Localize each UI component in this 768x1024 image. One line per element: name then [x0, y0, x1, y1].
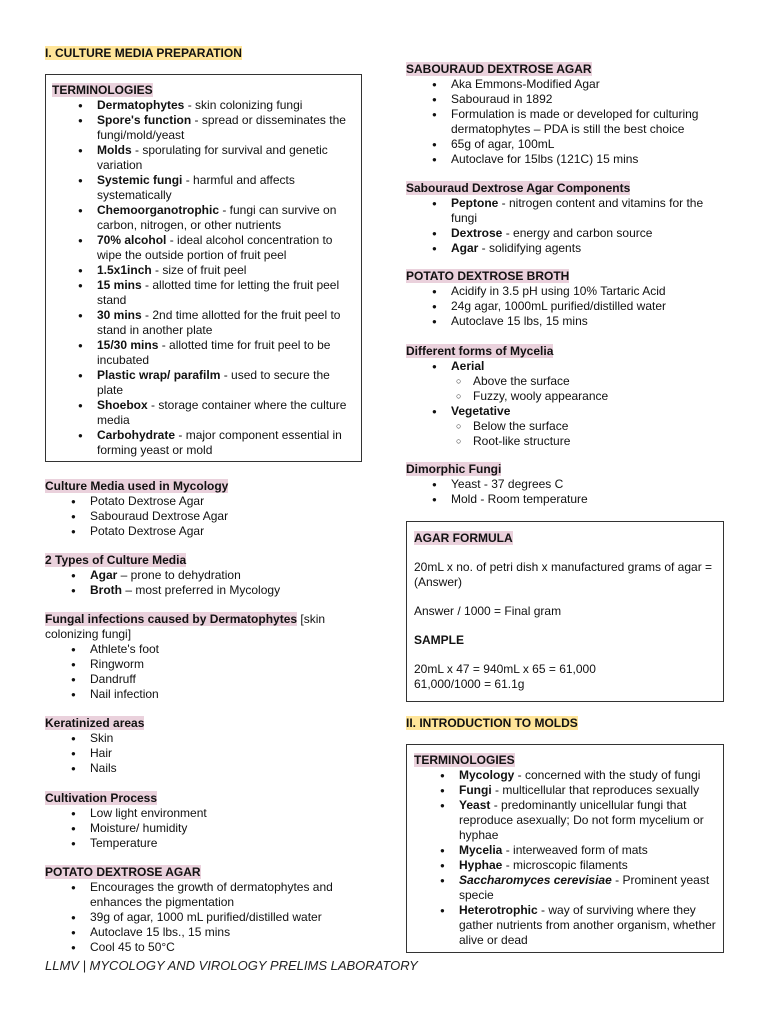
list-item: ● Nail infection	[45, 687, 365, 702]
sda-section: SABOURAUD DEXTROSE AGAR ● Aka Emmons-Modified Agar ● Sabouraud in 1892 ● Formulation is made or developed for culturing dermatophytes – PDA is still the best choice ● 65g of agar, 100mL ● Autoclave for 15lbs (121C) 15 mins	[406, 62, 726, 167]
term-description: - multicellular that reproduces sexually	[491, 783, 700, 797]
list-item	[414, 783, 716, 798]
term-description: - energy and carbon source	[502, 226, 653, 240]
list-item: ● Autoclave for 15lbs (121C) 15 mins	[406, 152, 726, 167]
term: Saccharomyces cerevisiae	[459, 873, 612, 887]
list-item: ● Skin	[45, 731, 365, 746]
list-item	[52, 263, 353, 278]
term: Yeast	[459, 798, 491, 812]
formula-line: Answer / 1000 = Final gram	[414, 604, 562, 618]
dimorphic-section: Dimorphic Fungi ● Yeast - 37 degrees C ● Mold - Room temperature	[406, 462, 726, 507]
term-description: - sporulating for survival and genetic variation	[97, 143, 328, 172]
term-description: - spread or disseminates the fungi/mold/yeast	[97, 113, 346, 142]
term: 1.5x1inch	[97, 263, 152, 277]
sample-line: 20mL x 47 = 940mL x 65 = 61,000	[414, 662, 596, 676]
mycelia-section: Different forms of Mycelia ● Aerial ○ Above the surface ○ Fuzzy, wooly appearance ● Vegetative ○ Below the surface ○ Root-like structure	[406, 344, 726, 449]
list-item	[414, 843, 716, 858]
term: 70% alcohol	[97, 233, 167, 247]
list-item: ● Aka Emmons-Modified Agar	[406, 77, 726, 92]
list-item: ● Encourages the growth of dermatophytes and enhances the pigmentation	[45, 880, 365, 910]
list-item	[414, 903, 716, 948]
terminologies-heading: TERMINOLOGIES	[52, 83, 153, 97]
list-item: ● Potato Dextrose Agar	[45, 524, 365, 539]
term-description: - skin colonizing fungi	[184, 98, 303, 112]
list-item	[406, 226, 726, 241]
term: Spore's function	[97, 113, 192, 127]
term: Hyphae	[459, 858, 503, 872]
list-item	[414, 768, 716, 783]
list-item: ● Sabouraud Dextrose Agar	[45, 509, 365, 524]
term: Broth	[90, 583, 122, 597]
term-description: - interweaved form of mats	[502, 843, 648, 857]
sample-line: 61,000/1000 = 61.1g	[414, 677, 525, 691]
term: Heterotrophic	[459, 903, 538, 917]
list-item: ● 65g of agar, 100mL	[406, 137, 726, 152]
term-description: - used to secure the plate	[97, 368, 330, 397]
fungal-infections-section: Fungal infections caused by Dermatophytes [skin colonizing fungi] ● Athlete's foot ● Ringworm ● Dandruff ● Nail infection	[45, 612, 365, 702]
list-item: ● Dandruff	[45, 672, 365, 687]
term-description: – most preferred in Mycology	[122, 583, 281, 597]
term: Plastic wrap/ parafilm	[97, 368, 221, 382]
list-item	[52, 203, 353, 233]
term-description: – prone to dehydration	[117, 568, 241, 582]
list-item: ● 39g of agar, 1000 mL purified/distilled water	[45, 910, 365, 925]
keratinized-section: Keratinized areas ● Skin ● Hair ● Nails	[45, 716, 365, 776]
term: Mycelia	[459, 843, 503, 857]
list-item: ● Athlete's foot	[45, 642, 365, 657]
term: Mycology	[459, 768, 515, 782]
page-footer: LLMV | MYCOLOGY AND VIROLOGY PRELIMS LABORATORY	[45, 958, 418, 973]
list-item	[406, 241, 726, 256]
term-description: - allotted time for letting the fruit peel stand	[97, 278, 340, 307]
pdb-section: POTATO DEXTROSE BROTH ● Acidify in 3.5 pH using 10% Tartaric Acid ● 24g agar, 1000mL purified/distilled water ● Autoclave 15 lbs, 15 mins	[406, 269, 726, 329]
pda-section: POTATO DEXTROSE AGAR ● Encourages the growth of dermatophytes and enhances the pigmentation ● 39g of agar, 1000 mL purified/distilled water ● Autoclave 15 lbs., 15 mins ● Cool 45 to 50°C	[45, 865, 365, 955]
term-description: - ideal alcohol concentration to wipe the outside portion of fruit peel	[97, 233, 333, 262]
list-item	[52, 233, 353, 263]
term: 15/30 mins	[97, 338, 159, 352]
list-item: ○ Above the surface	[406, 374, 726, 389]
sda-components-section: Sabouraud Dextrose Agar Components ● Peptone - nitrogen content and vitamins for the fungi ● Dextrose - energy and carbon source ● Agar - solidifying agents	[406, 181, 726, 256]
term-description: - predominantly unicellular fungi that reproduce asexually; Do not form mycelium or hyphae	[459, 798, 704, 842]
term: Chemoorganotrophic	[97, 203, 219, 217]
list-item: ● Yeast - 37 degrees C	[406, 477, 726, 492]
list-item	[414, 858, 716, 873]
list-item	[414, 798, 716, 843]
term: Carbohydrate	[97, 428, 176, 442]
term-description: - concerned with the study of fungi	[514, 768, 701, 782]
list-item	[52, 398, 353, 428]
list-item: ○ Root-like structure	[406, 434, 726, 449]
term: 15 mins	[97, 278, 142, 292]
term-description: - storage container where the culture media	[97, 398, 347, 427]
agar-formula-box: AGAR FORMULA 20mL x no. of petri dish x manufactured grams of agar = (Answer) Answer / 1000 = Final gram SAMPLE 20mL x 47 = 940mL x 65 = 61,000 61,000/1000 = 61.1g	[406, 521, 724, 702]
molds-terminologies-box: TERMINOLOGIES ● Mycology - concerned with the study of fungi ● Fungi - multicellular that reproduces sexually ● Yeast - predominantly unicellular fungi that reproduce asexually; Do not form mycelium or hyphae ● Mycelia - interweaved form of mats ● Hyphae - microscopic filaments ● Saccharomyces cerevisiae - Prominent yeast specie ● Heterotrophic - way of surviving where they gather nutrients from another organism, whether alive or dead	[406, 744, 724, 953]
list-item	[45, 583, 365, 598]
term: 30 mins	[97, 308, 142, 322]
list-item	[52, 338, 353, 368]
term-description: - way of surviving where they gather nutrients from another organism, whether alive or dead	[459, 903, 716, 947]
list-item: ● Nails	[45, 761, 365, 776]
list-item	[52, 173, 353, 203]
term-description: - allotted time for fruit peel to be incubated	[97, 338, 331, 367]
list-item: ● Sabouraud in 1892	[406, 92, 726, 107]
types-section: 2 Types of Culture Media ● Agar – prone to dehydration ● Broth – most preferred in Mycology	[45, 553, 365, 598]
list-item: ● 24g agar, 1000mL purified/distilled water	[406, 299, 726, 314]
term-description: - fungi can survive on carbon, nitrogen, or other nutrients	[97, 203, 337, 232]
list-item: ○ Below the surface	[406, 419, 726, 434]
sample-heading: SAMPLE	[414, 633, 465, 647]
term-description: - harmful and affects systematically	[97, 173, 295, 202]
list-item	[52, 308, 353, 338]
term: Fungi	[459, 783, 492, 797]
section-title-culture-media: I. CULTURE MEDIA PREPARATION	[45, 46, 242, 60]
term: Molds	[97, 143, 132, 157]
list-item: ● Moisture/ humidity	[45, 821, 365, 836]
list-item: ● Low light environment	[45, 806, 365, 821]
terminologies-list	[52, 98, 353, 458]
term-description: - major component essential in forming yeast or mold	[97, 428, 342, 457]
terminologies-box	[45, 74, 362, 462]
list-item	[52, 143, 353, 173]
term-description: - solidifying agents	[478, 241, 582, 255]
term-description: - 2nd time allotted for the fruit peel to stand in another plate	[97, 308, 341, 337]
term-description: - size of fruit peel	[151, 263, 247, 277]
list-item	[52, 368, 353, 398]
list-item	[52, 113, 353, 143]
cultivation-section: Cultivation Process ● Low light environment ● Moisture/ humidity ● Temperature	[45, 791, 365, 851]
term-description: - microscopic filaments	[502, 858, 628, 872]
list-item	[406, 196, 726, 226]
term: Shoebox	[97, 398, 148, 412]
list-item: ● Cool 45 to 50°C	[45, 940, 365, 955]
term: Dermatophytes	[97, 98, 185, 112]
term: Agar	[90, 568, 118, 582]
list-item: ○ Fuzzy, wooly appearance	[406, 389, 726, 404]
list-item: ● Potato Dextrose Agar	[45, 494, 365, 509]
section-title-molds: II. INTRODUCTION TO MOLDS	[406, 716, 578, 730]
term: Dextrose	[451, 226, 503, 240]
list-item: ● Temperature	[45, 836, 365, 851]
list-item	[52, 278, 353, 308]
list-item: ● Mold - Room temperature	[406, 492, 726, 507]
list-item: ● Vegetative ○ Below the surface ○ Root-like structure	[406, 404, 726, 449]
list-item	[52, 98, 353, 113]
term-description: - Prominent yeast specie	[459, 873, 710, 902]
list-item	[52, 428, 353, 458]
culture-media-section: Culture Media used in Mycology ● Potato Dextrose Agar ● Sabouraud Dextrose Agar ● Potato Dextrose Agar	[45, 479, 365, 539]
list-item	[414, 873, 716, 903]
list-item: ● Hair	[45, 746, 365, 761]
list-item: ● Aerial ○ Above the surface ○ Fuzzy, wooly appearance	[406, 359, 726, 404]
list-item: ● Acidify in 3.5 pH using 10% Tartaric Acid	[406, 284, 726, 299]
term: Agar	[451, 241, 479, 255]
term-description: - nitrogen content and vitamins for the fungi	[451, 196, 704, 225]
list-item: ● Autoclave 15 lbs, 15 mins	[406, 314, 726, 329]
formula-line: 20mL x no. of petri dish x manufactured grams of agar = (Answer)	[414, 560, 713, 589]
list-item: ● Autoclave 15 lbs., 15 mins	[45, 925, 365, 940]
term: Peptone	[451, 196, 499, 210]
list-item: ● Ringworm	[45, 657, 365, 672]
list-item: ● Formulation is made or developed for culturing dermatophytes – PDA is still the best choice	[406, 107, 726, 137]
list-item	[45, 568, 365, 583]
term: Systemic fungi	[97, 173, 183, 187]
